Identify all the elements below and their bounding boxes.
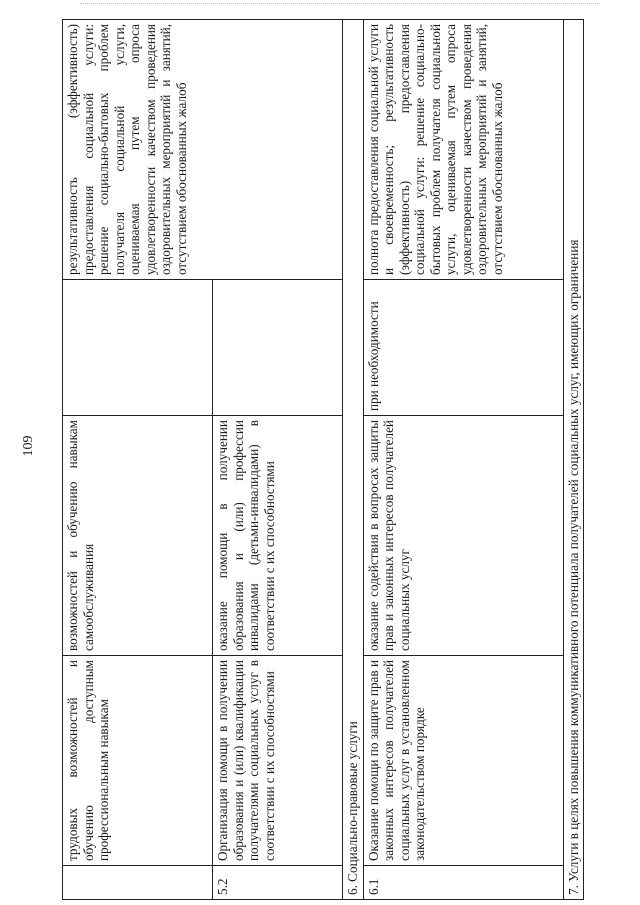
section-heading: 7. Услуги в целях повышения коммуникативного потенциала получателей социальных услуг, имеющих ограничения bbox=[563, 20, 584, 900]
rotated-page bbox=[62, 20, 582, 900]
service-name: Оказание помощи по защите прав и законных интересов получателей социальных услуг в установленном законодательством порядке bbox=[363, 656, 563, 866]
service-description: возможностей и обучению навыкам самообслуживания bbox=[63, 416, 213, 656]
section-heading-row bbox=[563, 20, 584, 900]
service-name: Организация помощи в получении образования и (или) квалификации получателями социальных услуг в соответствии с их способностями bbox=[213, 656, 343, 866]
service-description: оказание помощи в получении образования и (или) профессии инвалидами (детьми-инвалидами) в соответствии с их способностями bbox=[213, 416, 343, 656]
service-description: оказание содействия в вопросах защиты прав и законных интересов получателей социальных услуг bbox=[363, 416, 563, 656]
scan-edge-line bbox=[80, 3, 600, 5]
service-term bbox=[63, 280, 213, 416]
row-number: 6.1 bbox=[363, 866, 563, 900]
services-table bbox=[62, 19, 584, 900]
row-number bbox=[63, 866, 213, 900]
table-row bbox=[63, 20, 213, 900]
quality-indicators: полнота предоставления социальной услуги и своевременность; результативность (эффективность) предоставления социальной услуги: решение социально-бытовых проблем получателя социальной услуги, оцениваемая путем опроса удовлетворенности качеством проведения оздоровительных мероприятий и занятий, отсутствием обоснованных жалоб bbox=[363, 20, 563, 280]
service-term: при необходимости bbox=[363, 280, 563, 416]
section-heading-row bbox=[343, 20, 364, 900]
table-row bbox=[363, 20, 563, 900]
row-number: 5.2 bbox=[213, 866, 343, 900]
section-heading: 6. Социально-правовые услуги bbox=[343, 20, 364, 900]
service-name: трудовых возможностей и обучению доступным профессиональным навыкам bbox=[63, 656, 213, 866]
quality-indicators: результативность (эффективность) предоставления социальной услуги: решение социально-бытовых проблем получателя социальной услуги, оцениваемая путем опроса удовлетворенности качеством проведения оздоровительных мероприятий и занятий, отсутствием обоснованных жалоб bbox=[63, 20, 343, 280]
page-number: 109 bbox=[21, 435, 36, 457]
service-term bbox=[213, 280, 343, 416]
